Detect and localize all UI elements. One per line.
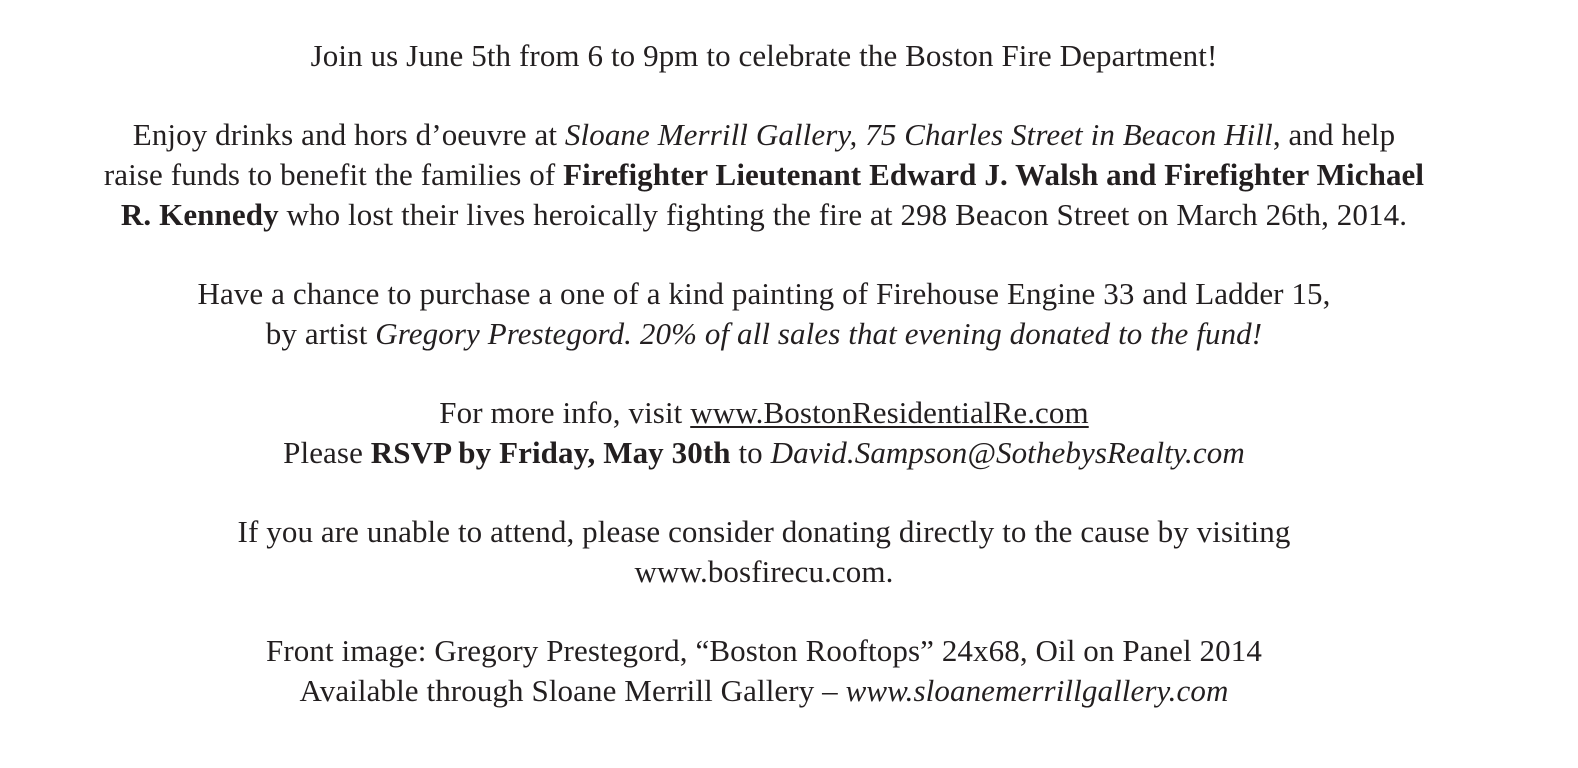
rsvp-text: Please [283,435,371,470]
gallery-website[interactable]: www.sloanemerrillgallery.com [845,673,1229,708]
paragraph4-line2 [0,552,1528,592]
credits-line2 [0,671,1528,711]
paragraph4-line1 [0,512,1528,552]
firefighter-names: R. Kennedy [120,197,279,232]
paragraph1-line2 [0,155,1528,195]
paragraph3-line2 [0,433,1528,473]
credits-line1 [0,631,1528,671]
website-link[interactable]: www.BostonResidentialRe.com [690,395,1089,430]
venue-text: Sloane Merrill Gallery, 75 Charles Street in Beacon Hill [564,117,1273,152]
intro-text: Join us June 5th from 6 to 9pm to celebrate the Boston Fire Department! [310,38,1218,73]
info-text: For more info, visit [439,395,691,430]
paragraph2-text: by artist [265,316,376,351]
donation-text: If you are unable to attend, please consider donating directly to the cause by visiting [237,514,1291,549]
paragraph2-line1 [0,274,1528,314]
paragraph1-text: who lost their lives heroically fighting the fire at 298 Beacon Street on March 26th, 2014. [278,197,1408,232]
rsvp-text: to [730,435,771,470]
artist-donation-text: Gregory Prestegord. 20% of all sales that evening donated to the fund! [375,316,1263,351]
paragraph2-text: Have a chance to purchase a one of a kind painting of Firehouse Engine 33 and Ladder 15, [197,276,1331,311]
paragraph3-line1 [0,393,1528,433]
paragraph1-text: , and help [1272,117,1396,152]
paragraph1-line3 [0,195,1528,235]
paragraph1-text: raise funds to benefit the families of [103,157,564,192]
intro-line [0,36,1528,76]
donation-website[interactable]: www.bosfirecu.com. [634,554,894,589]
availability-text: Available through Sloane Merrill Gallery – [299,673,846,708]
firefighter-names: Firefighter Lieutenant Edward J. Walsh and Firefighter Michael [563,157,1425,192]
rsvp-email[interactable]: David.Sampson@SothebysRealty.com [770,435,1245,470]
rsvp-deadline: RSVP by Friday, May 30th [370,435,731,470]
paragraph1-text: Enjoy drinks and hors d’oeuvre at [132,117,565,152]
image-credit-text: Front image: Gregory Prestegord, “Boston Rooftops” 24x68, Oil on Panel 2014 [266,633,1262,668]
paragraph2-line2 [0,314,1528,354]
paragraph1-line1 [0,115,1528,155]
